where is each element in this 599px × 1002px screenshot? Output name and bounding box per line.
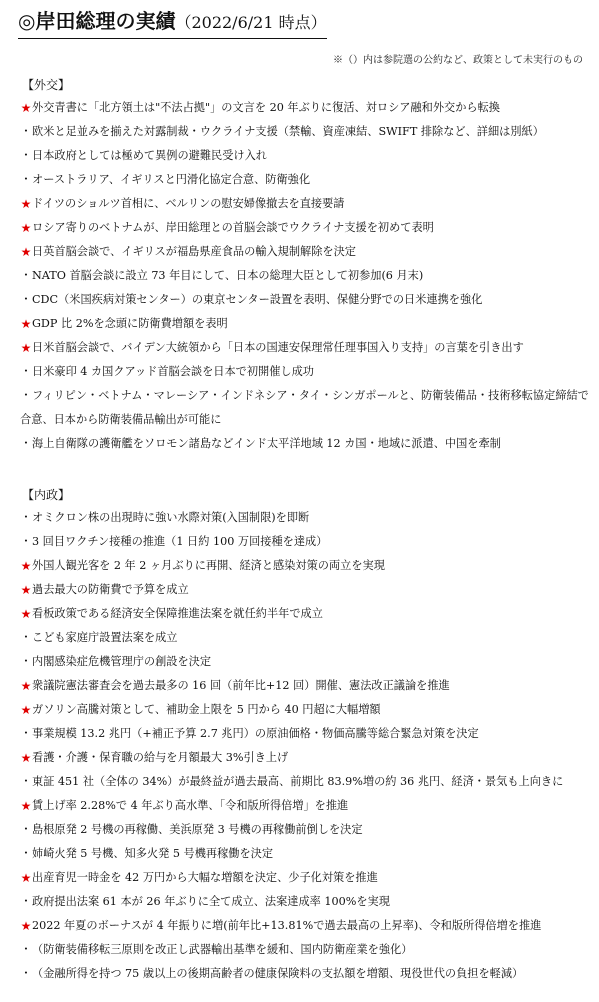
star-icon: ★ xyxy=(20,703,32,717)
bullet-dot-icon: ・ xyxy=(20,823,32,836)
list-item xyxy=(20,216,589,240)
list-item xyxy=(20,506,589,530)
star-icon: ★ xyxy=(20,317,32,331)
list-item-text: 日米首脳会談で、バイデン大統領から「日本の国連安保理常任理事国入り支持」の言葉を引き出す xyxy=(32,341,524,354)
star-icon: ★ xyxy=(20,559,32,573)
bullet-dot-icon: ・ xyxy=(20,125,32,138)
list-item xyxy=(20,866,589,890)
section-heading-diplomacy: 【外交】 xyxy=(22,78,71,92)
list-item-text: 海上自衛隊の護衛艦をソロモン諸島などインド太平洋地域 12 カ国・地域に派遣、中国を牽制 xyxy=(32,437,501,450)
bullet-dot-icon: ・ xyxy=(20,269,32,282)
list-item xyxy=(20,890,589,914)
star-icon: ★ xyxy=(20,583,32,597)
list-item xyxy=(20,842,589,866)
list-item xyxy=(20,264,589,288)
list-item-text: 看板政策である経済安全保障推進法案を就任約半年で成立 xyxy=(32,607,323,620)
list-item-text: 出産育児一時金を 42 万円から大幅な増額を決定、少子化対策を推進 xyxy=(32,871,378,884)
list-item xyxy=(20,144,589,168)
star-icon: ★ xyxy=(20,799,32,813)
list-item-text: （防衛装備移転三原則を改正し武器輸出基準を緩和、国内防衛産業を強化） xyxy=(32,943,413,956)
list-item-text: オミクロン株の出現時に強い水際対策(入国制限)を即断 xyxy=(32,511,310,524)
star-icon: ★ xyxy=(20,245,32,259)
list-item xyxy=(20,554,589,578)
bullet-dot-icon: ・ xyxy=(20,389,32,402)
list-item-text: 外交青書に「北方領土は"不法占拠"」の文言を 20 年ぶりに復活、対ロシア融和外交から転換 xyxy=(32,101,500,114)
list-item-text: （金融所得を持つ 75 歳以上の後期高齢者の健康保険料の支払額を増額、現役世代の負担を軽減） xyxy=(32,967,524,980)
list-item-text: NATO 首脳会談に設立 73 年目にして、日本の総理大臣として初参加(6 月末) xyxy=(32,269,424,282)
list-item xyxy=(20,938,589,962)
list-item-text: 欧米と足並みを揃えた対露制裁・ウクライナ支援（禁輸、資産凍結、SWIFT 排除など、詳細は別紙） xyxy=(32,125,544,138)
bullet-dot-icon: ・ xyxy=(20,943,32,956)
list-item-text: 政府提出法案 61 本が 26 年ぶりに全て成立、法案達成率 100%を実現 xyxy=(32,895,390,908)
list-item-text: 日英首脳会談で、イギリスが福島県産食品の輸入規制解除を決定 xyxy=(32,245,356,258)
list-item-text: 姉崎火発 5 号機、知多火発 5 号機再稼働を決定 xyxy=(32,847,274,860)
star-icon: ★ xyxy=(20,221,32,235)
bullet-dot-icon: ・ xyxy=(20,847,32,860)
list-item-text: 日米豪印 4 カ国クアッド首脳会談を日本で初開催し成功 xyxy=(32,365,314,378)
star-icon: ★ xyxy=(20,197,32,211)
list-item-text: 3 回目ワクチン接種の推進（1 日約 100 万回接種を達成） xyxy=(32,535,328,548)
star-icon: ★ xyxy=(20,341,32,355)
list-item xyxy=(20,650,589,674)
list-item-text: CDC（米国疾病対策センター）の東京センター設置を表明、保健分野での日米連携を強化 xyxy=(32,293,483,306)
list-item-text: 東証 451 社（全体の 34%）が最終益が過去最高、前期比 83.9%増の約 36 兆円、経済・景気も上向きに xyxy=(32,775,564,788)
bullet-dot-icon: ・ xyxy=(20,727,32,740)
list-item xyxy=(20,432,589,456)
list-item xyxy=(20,818,589,842)
list-item xyxy=(20,120,589,144)
list-item xyxy=(20,602,589,626)
bullet-dot-icon: ・ xyxy=(20,149,32,162)
list-item-text: 賃上げ率 2.28%で 4 年ぶり高水準、「令和版所得倍増」を推進 xyxy=(32,799,349,812)
bullet-dot-icon: ・ xyxy=(20,967,32,980)
list-item-text: オーストラリア、イギリスと円滑化協定合意、防衛強化 xyxy=(32,173,311,186)
list-item xyxy=(20,746,589,770)
bullet-dot-icon: ・ xyxy=(20,293,32,306)
diplomacy-list xyxy=(20,96,589,456)
list-item-text: こども家庭庁設置法案を成立 xyxy=(32,631,178,644)
list-item xyxy=(20,168,589,192)
bullet-dot-icon: ・ xyxy=(20,437,32,450)
list-item-text: 内閣感染症危機管理庁の創設を決定 xyxy=(32,655,212,668)
list-item xyxy=(20,914,589,938)
list-item-text: 島根原発 2 号機の再稼働、美浜原発 3 号機の再稼働前倒しを決定 xyxy=(32,823,363,836)
list-item-text: ドイツのショルツ首相に、ベルリンの慰安婦像撤去を直接要請 xyxy=(32,197,345,210)
list-item xyxy=(20,96,589,120)
star-icon: ★ xyxy=(20,871,32,885)
list-item xyxy=(20,312,589,336)
bullet-dot-icon: ・ xyxy=(20,365,32,378)
list-item xyxy=(20,674,589,698)
document-title xyxy=(18,8,327,39)
list-item xyxy=(20,770,589,794)
list-item-text: ガソリン高騰対策として、補助金上限を 5 円から 40 円超に大幅増額 xyxy=(32,703,381,716)
bullet-dot-icon: ・ xyxy=(20,535,32,548)
list-item-text: GDP 比 2%を念頭に防衛費増額を表明 xyxy=(32,317,228,330)
list-item xyxy=(20,626,589,650)
star-icon: ★ xyxy=(20,101,32,115)
list-item xyxy=(20,336,589,360)
list-item-text: 外国人観光客を 2 年 2 ヶ月ぶりに再開、経済と感染対策の両立を実現 xyxy=(32,559,385,572)
list-item-text: 過去最大の防衛費で予算を成立 xyxy=(32,583,189,596)
bullet-dot-icon: ・ xyxy=(20,775,32,788)
bullet-dot-icon: ・ xyxy=(20,895,32,908)
list-item xyxy=(20,530,589,554)
footnote-note: ※（）内は参院選の公約など、政策として未実行のもの xyxy=(333,55,583,66)
list-item xyxy=(20,794,589,818)
list-item xyxy=(20,360,589,384)
list-item-text: ロシア寄りのベトナムが、岸田総理との首脳会談でウクライナ支援を初めて表明 xyxy=(32,221,434,234)
list-item-text: 看護・介護・保育職の給与を月額最大 3%引き上げ xyxy=(32,751,289,764)
star-icon: ★ xyxy=(20,919,32,933)
bullet-dot-icon: ・ xyxy=(20,173,32,186)
list-item-text: 事業規模 13.2 兆円（+補正予算 2.7 兆円）の原油価格・物価高騰等総合緊急対策を決定 xyxy=(32,727,479,740)
section-heading-domestic: 【内政】 xyxy=(22,488,71,502)
domestic-list xyxy=(20,506,589,986)
star-icon: ★ xyxy=(20,751,32,765)
list-item xyxy=(20,240,589,264)
list-item xyxy=(20,288,589,312)
bullet-dot-icon: ・ xyxy=(20,511,32,524)
list-item xyxy=(20,384,589,432)
bullet-dot-icon: ・ xyxy=(20,631,32,644)
list-item-text: 2022 年夏のボーナスが 4 年振りに増(前年比+13.81%で過去最高の上昇率)、令和版所得倍増を推進 xyxy=(32,919,542,932)
list-item xyxy=(20,192,589,216)
list-item-text: フィリピン・ベトナム・マレーシア・インドネシア・タイ・シンガポールと、防衛装備品・技術移転協定締結で合意、日本から防衛装備品輸出が可能に xyxy=(20,389,589,426)
list-item-text: 日本政府としては極めて異例の避難民受け入れ xyxy=(32,149,267,162)
list-item xyxy=(20,962,589,986)
list-item xyxy=(20,722,589,746)
list-item xyxy=(20,698,589,722)
bullet-dot-icon: ・ xyxy=(20,655,32,668)
star-icon: ★ xyxy=(20,607,32,621)
list-item xyxy=(20,578,589,602)
title-date: （2022/6/21 時点） xyxy=(175,13,327,32)
title-main: ◎岸田総理の実績 xyxy=(18,9,176,33)
star-icon: ★ xyxy=(20,679,32,693)
list-item-text: 衆議院憲法審査会を過去最多の 16 回（前年比+12 回）開催、憲法改正議論を推進 xyxy=(32,679,450,692)
